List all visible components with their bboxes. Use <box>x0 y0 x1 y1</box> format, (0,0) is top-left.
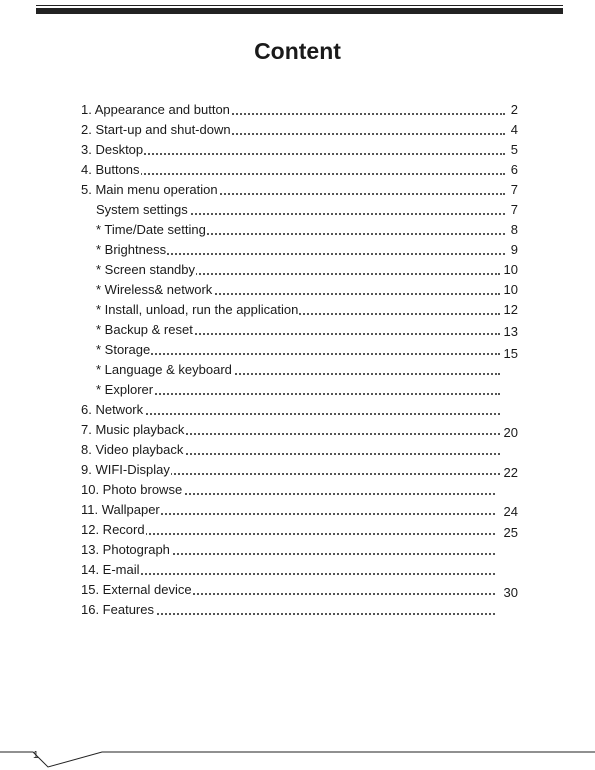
toc-entry-label: * Language & keyboard <box>96 362 232 377</box>
toc-entry-label: 12. Record <box>81 522 145 537</box>
toc-entry-page: 30 <box>503 585 518 600</box>
toc-entry-label: * Time/Date setting <box>96 222 206 237</box>
toc-entry-label: 6. Network <box>81 402 144 417</box>
toc-entry-label: 3. Desktop <box>81 142 144 157</box>
toc-entry-page: 22 <box>503 465 518 480</box>
toc-entry-label: 15. External device <box>81 582 192 597</box>
toc-entry-page: 5 <box>510 142 518 157</box>
toc-entry-label: 11. Wallpaper <box>81 502 160 517</box>
toc-entry-label: * Wireless& network <box>96 282 213 297</box>
toc-entry-label: * Screen standby <box>96 262 196 277</box>
toc-entry-label: * Explorer <box>96 382 154 397</box>
toc-entry-label: System settings <box>96 202 188 217</box>
toc-entry-page: 13 <box>503 324 518 339</box>
toc-entry-label: * Storage <box>96 342 151 357</box>
toc-entry-page: 2 <box>510 102 518 117</box>
toc-entry-label: * Backup & reset <box>96 322 193 337</box>
toc-entry-page: 6 <box>510 162 518 177</box>
toc-entry-page: 10 <box>503 262 518 277</box>
toc-entry-label: * Brightness <box>96 242 167 257</box>
page-title: Content <box>254 38 341 64</box>
toc-entry-page: 9 <box>510 242 518 257</box>
toc-entry-label: 16. Features <box>81 602 154 617</box>
toc-entry-label: 4. Buttons <box>81 162 140 177</box>
page-number: 1 <box>33 750 39 761</box>
toc-entry-label: 7. Music playback <box>81 422 185 437</box>
toc-entry-label: 9. WIFI-Display <box>81 462 170 477</box>
toc-entry-page: 7 <box>510 202 518 217</box>
toc-entry-label: 1. Appearance and button <box>81 102 230 117</box>
toc-entry-page: 12 <box>503 302 518 317</box>
toc-entry-label: 13. Photograph <box>81 542 170 557</box>
toc-entry-page: 15 <box>503 346 518 361</box>
toc-entry-page: 8 <box>510 222 518 237</box>
toc-entry-page: 10 <box>503 282 518 297</box>
toc-entry-page: 20 <box>503 425 518 440</box>
toc-entry-page: 7 <box>510 182 518 197</box>
toc-entry-label: * Install, unload, run the application <box>96 302 299 317</box>
toc-entry-label: 14. E-mail <box>81 562 140 577</box>
toc-entry-label: 5. Main menu operation <box>81 182 218 197</box>
toc-entry-page: 25 <box>503 525 518 540</box>
toc-entry-page: 24 <box>503 504 518 519</box>
toc-entry-label: 2. Start-up and shut-down <box>81 122 231 137</box>
toc-entry-label: 8. Video playback <box>81 442 184 457</box>
toc-entry-label: 10. Photo browse <box>81 482 183 497</box>
toc-entry-page: 4 <box>510 122 518 137</box>
